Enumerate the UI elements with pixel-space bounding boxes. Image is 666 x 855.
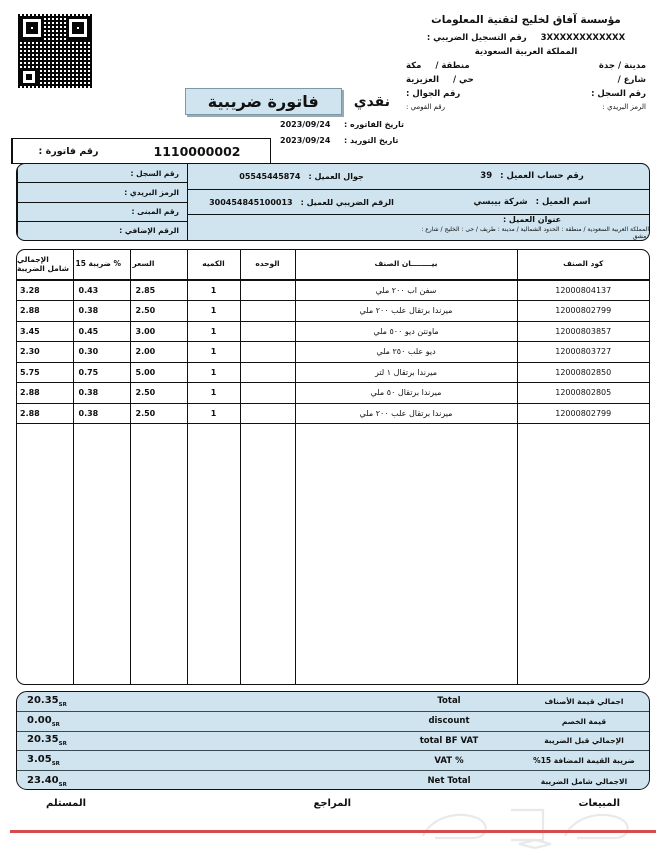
seller-header	[400, 14, 652, 115]
cell-price: 2.85	[130, 280, 187, 301]
cell-code: 12000802799	[517, 301, 649, 322]
customer-name-label: اسم العميل :	[535, 196, 591, 207]
qr-finder-bottom-left	[20, 68, 38, 86]
totals-row	[17, 771, 649, 790]
customer-tax-value: 300454845100013	[209, 197, 293, 207]
seller-postal-national	[400, 103, 652, 111]
customer-tax-row	[188, 190, 415, 216]
supply-date-label: تاريخ التوريد :	[343, 136, 399, 145]
invoice-title-group	[185, 88, 390, 115]
totals-row	[17, 751, 649, 771]
table-filler-row	[16, 424, 649, 686]
cell-code: 12000802799	[517, 403, 649, 424]
totals-row	[17, 692, 649, 712]
footer-red-rule	[10, 830, 656, 833]
footer-sales: المبيعات	[578, 798, 620, 809]
cell-qty: 1	[187, 383, 240, 404]
customer-contact-column	[187, 164, 415, 240]
cell-qty: 1	[187, 280, 240, 301]
cell-code: 12000802850	[517, 362, 649, 383]
items-table-container	[16, 249, 650, 685]
customer-address-label: عنوان العميل :	[502, 215, 562, 224]
cell-unit	[240, 403, 295, 424]
header-code: كود الصنف	[517, 250, 649, 280]
cell-price: 2.50	[130, 383, 187, 404]
filler-cell	[295, 424, 517, 686]
table-row[interactable]	[16, 362, 649, 383]
cell-vat: 0.75	[73, 362, 130, 383]
table-row[interactable]	[16, 383, 649, 404]
seller-street: شارع /	[617, 75, 646, 85]
customer-tax-label: الرقم الضريبي للعميل :	[300, 197, 394, 207]
cell-unit	[240, 383, 295, 404]
cell-total: 2.30	[16, 342, 73, 363]
supply-date-value: 2023/09/24	[280, 136, 331, 145]
filler-cell	[517, 424, 649, 686]
items-table-head	[16, 250, 649, 280]
table-row[interactable]	[16, 342, 649, 363]
customer-panel	[16, 163, 650, 241]
totals-label-ar: الإجمالي قبل الضريبة	[544, 736, 624, 746]
cell-price: 2.50	[130, 403, 187, 424]
filler-cell	[187, 424, 240, 686]
customer-contact-spacer	[188, 215, 415, 240]
cell-vat: 0.43	[73, 280, 130, 301]
cell-vat: 0.38	[73, 383, 130, 404]
invoice-number-box	[11, 138, 271, 164]
customer-address-value: المملكة العربية السعودية / منطقة : الحدود الشمالية / مدينة : طريف / حى : الخليج / شارع : دمشق	[421, 226, 649, 240]
cell-code: 12000804137	[517, 280, 649, 301]
cell-description: ميرندا برتقال علب ٢٠٠ ملي	[295, 301, 517, 322]
customer-account-row	[415, 164, 649, 190]
cell-price: 3.00	[130, 321, 187, 342]
customer-additional-label: الرقم الإضافي :	[119, 226, 179, 236]
supply-date-row	[280, 136, 404, 145]
cell-total: 3.45	[16, 321, 73, 342]
cell-unit	[240, 342, 295, 363]
customer-name-value: شركة بيبسي	[473, 196, 528, 207]
invoice-date-label: تاريخ الفاتوره :	[343, 120, 404, 129]
table-row[interactable]	[16, 403, 649, 424]
currency-label: SR	[58, 701, 67, 708]
currency-label: SR	[58, 741, 67, 748]
totals-value	[17, 695, 137, 708]
totals-label-ar: الاجمالي شامل الضريبة	[540, 776, 628, 786]
totals-label-en: total BF VAT	[419, 735, 479, 746]
payment-type-label: نقدي	[353, 93, 390, 110]
cell-code: 12000803857	[517, 321, 649, 342]
seller-postal-label: الرمز البريدي :	[602, 103, 646, 111]
customer-building-label: رقم المبنى :	[18, 203, 187, 222]
cell-vat: 0.45	[73, 321, 130, 342]
cell-qty: 1	[187, 301, 240, 322]
page-title: فاتورة ضريبية	[185, 88, 342, 115]
totals-amount: 0.00	[27, 714, 52, 726]
items-header-row	[16, 250, 649, 280]
seller-record-mobile	[400, 89, 652, 99]
totals-label-ar: ضريبة القيمة المضافة 15%	[533, 756, 635, 766]
cell-description: ماونتن ديو ٥٠٠ ملي	[295, 321, 517, 342]
totals-label-ar: اجمالي قيمة الأصناف	[544, 696, 624, 706]
filler-cell	[16, 424, 73, 686]
seller-record-label: رقم السجل :	[591, 89, 646, 99]
table-row[interactable]	[16, 301, 649, 322]
totals-row	[17, 712, 649, 732]
cell-unit	[240, 280, 295, 301]
header-total: الإجمالي شامل الضريبة	[16, 250, 73, 280]
seller-name: مؤسسة آفاق لخليج لتقنية المعلومات	[431, 14, 621, 26]
customer-mobile-value: 05545445874	[239, 171, 301, 181]
cell-unit	[240, 321, 295, 342]
cell-description: ميرندا برتقال علب ٢٠٠ ملي	[295, 403, 517, 424]
seller-tax-registration	[400, 33, 652, 43]
filler-cell	[240, 424, 295, 686]
filler-cell	[130, 424, 187, 686]
customer-record-label: رقم السجل :	[18, 164, 187, 183]
currency-label: SR	[51, 761, 60, 768]
cell-description: ميرندا برتقال ٥٠ ملي	[295, 383, 517, 404]
seller-region: منطقة / مكة	[406, 61, 470, 71]
qr-code-icon	[18, 14, 92, 88]
cell-vat: 0.38	[73, 403, 130, 424]
header-description: بيــــــــان الصنف	[295, 250, 517, 280]
cell-vat: 0.38	[73, 301, 130, 322]
totals-label-en: discount	[428, 716, 470, 727]
cell-code: 12000803727	[517, 342, 649, 363]
seller-mobile-label: رقم الجوال :	[406, 89, 461, 99]
cell-unit	[240, 362, 295, 383]
header-price: السعر	[130, 250, 187, 280]
customer-main-column	[415, 164, 649, 240]
totals-amount: 20.35	[27, 694, 59, 706]
currency-label: SR	[58, 781, 67, 788]
customer-ids-column	[17, 164, 187, 240]
totals-amount: 3.05	[27, 754, 52, 766]
customer-mobile-label: جوال العميل :	[308, 171, 364, 181]
cell-unit	[240, 301, 295, 322]
invoice-number-label: رقم فاتورة :	[12, 139, 124, 163]
footer-receiver: المستلم	[46, 798, 87, 809]
seller-country: المملكة العربية السعودية	[474, 47, 578, 57]
cell-total: 2.88	[16, 301, 73, 322]
cell-code: 12000802805	[517, 383, 649, 404]
cell-qty: 1	[187, 362, 240, 383]
totals-label-ar: قيمة الخصم	[561, 716, 607, 726]
totals-amount: 23.40	[27, 774, 59, 786]
cell-qty: 1	[187, 321, 240, 342]
seller-tax-reg-label: رقم التسجيل الضريبي :	[426, 33, 527, 43]
items-table	[16, 250, 649, 685]
seller-district: حي / العزيزية	[406, 75, 474, 85]
seller-national-label: رقم القومي :	[406, 103, 446, 111]
invoice-number-value: 1110000002	[153, 143, 241, 159]
seller-tax-reg-value: 3XXXXXXXXXXXX	[540, 33, 626, 43]
header-vat: ضريبة 15 %	[73, 250, 130, 280]
cell-total: 2.88	[16, 383, 73, 404]
totals-value	[17, 775, 137, 788]
header-unit: الوحده	[240, 250, 295, 280]
totals-label-en: Total	[437, 696, 461, 707]
signature-footer	[16, 798, 650, 809]
totals-value	[17, 715, 137, 728]
items-table-body	[16, 280, 649, 685]
cell-description: سفن اب ٢٠٠ ملي	[295, 280, 517, 301]
currency-label: SR	[51, 721, 60, 728]
totals-amount: 20.35	[27, 734, 59, 746]
table-row[interactable]	[16, 321, 649, 342]
header-qty: الكميه	[187, 250, 240, 280]
customer-account-value: 39	[480, 171, 493, 182]
customer-postal-label: الرمز البريدي :	[18, 183, 187, 202]
cell-description: ميرندا برتقال ١ لتر	[295, 362, 517, 383]
cell-total: 5.75	[16, 362, 73, 383]
customer-mobile-row	[188, 164, 415, 190]
seller-city: مدينة / جدة	[598, 61, 646, 71]
seller-district-street	[400, 75, 652, 85]
cell-qty: 1	[187, 342, 240, 363]
totals-label-en: Net Total	[427, 776, 471, 787]
invoice-date-value: 2023/09/24	[280, 120, 331, 129]
cell-price: 2.50	[130, 301, 187, 322]
seller-region-city	[400, 61, 652, 71]
table-row[interactable]	[16, 280, 649, 301]
filler-cell	[73, 424, 130, 686]
customer-name-row	[415, 190, 649, 216]
cell-total: 3.28	[16, 280, 73, 301]
totals-panel	[16, 691, 650, 790]
cell-vat: 0.30	[73, 342, 130, 363]
customer-account-label: رقم حساب العميل :	[500, 171, 584, 182]
totals-value	[17, 734, 137, 747]
invoice-dates	[280, 120, 404, 152]
footer-reviewer: المراجع	[313, 798, 352, 809]
invoice-date-row	[280, 120, 404, 129]
totals-value	[17, 754, 137, 767]
totals-row	[17, 732, 649, 752]
cell-qty: 1	[187, 403, 240, 424]
cell-price: 5.00	[130, 362, 187, 383]
cell-price: 2.00	[130, 342, 187, 363]
customer-address-row	[415, 215, 649, 240]
cell-description: ديو علب ٢٥٠ ملي	[295, 342, 517, 363]
totals-label-en: VAT %	[434, 755, 464, 766]
cell-total: 2.88	[16, 403, 73, 424]
